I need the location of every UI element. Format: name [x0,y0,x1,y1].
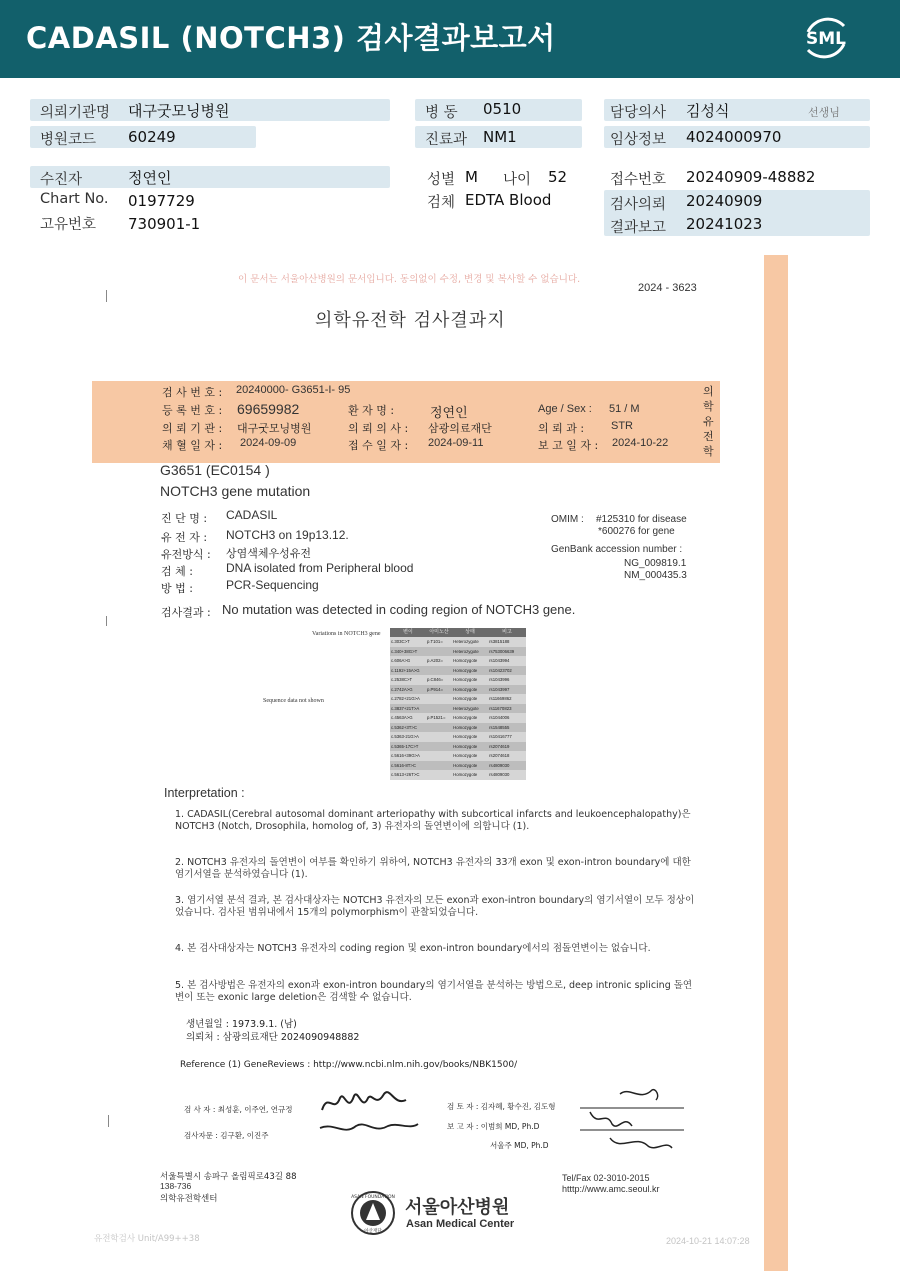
variant-row [390,770,526,780]
band-exam-no-label: 검 사 번 호 : [162,386,223,399]
band-report-label: 보 고 일 자 : [538,439,599,452]
variant-cell [426,723,452,733]
variant-cell: Heterozygote [453,639,479,644]
omim-gene: *600276 for gene [598,526,675,537]
variant-cell: c.5363-21G>A [391,734,419,739]
variant-cell: Homozygote [453,762,478,768]
variant-cell: c.3837+21T>A [391,705,420,711]
mode-value: 상염색체우성유전 [226,547,312,560]
variant-cell: c.5362+3T>C [391,724,418,730]
gene-label: 유 전 자 : [161,531,208,544]
sml-logo [800,12,852,64]
sex-label: 성별 [427,172,456,188]
variants-header-cell: 아미노산 [429,629,449,635]
org-label: 의뢰기관명 [40,105,111,121]
mode-label: 유전방식 : [161,548,211,561]
variant-cell: c.2538C>T [391,677,413,682]
method-label: 방 법 : [161,582,193,595]
variants-header-cell: 비고 [502,629,512,635]
diag-value: CADASIL [226,508,278,522]
band-recv-label: 접 수 일 자 : [348,439,409,452]
scan-title: 의학유전학 검사결과지 [315,310,506,331]
logo-text: SML [806,29,846,49]
sample-label: 검체 [427,195,456,211]
band-report: 2024-10-22 [612,437,669,449]
variant-cell [426,751,452,761]
reporter-2: 서울주 MD, Ph.D [490,1141,549,1150]
rep-label: 결과보고 [610,220,667,236]
variant-cell: Homozygote [453,715,478,720]
variant-cell: rs3815188 [489,639,510,644]
interp-3: 3. 염기서열 분석 결과, 본 검사대상자는 NOTCH3 유전자의 모든 exon과 exon-intron boundary의 염기서열이 모두 정상이었습니다. 검사된 범위내에서 15개의 polymorphism이 관찰되었습니다. [175,895,695,918]
report-title: CADASIL (NOTCH3) 검사결과보고서 [26,21,556,55]
doc-number: 2024 - 3623 [638,282,697,294]
band-collect-label: 채 혈 일 자 : [162,439,223,452]
sex-value: M [465,168,478,186]
band-collect: 2024-09-09 [240,437,297,449]
specimen-label: 검 체 : [161,565,193,578]
code-value: 60249 [128,128,176,146]
orange-edge-stripe [764,255,788,1271]
margin-mark [106,290,107,302]
band-org: 대구굿모닝병원 [237,422,312,435]
variant-cell: Homozygote [453,696,478,701]
margin-mark [106,616,107,626]
band-doc: 삼광의료재단 [428,422,492,435]
seal-inner-text: 아산재단 [364,1229,382,1234]
variant-cell: c.606A>G [391,658,411,663]
band-reg-no: 69659982 [237,401,300,417]
variant-row [390,637,526,647]
variant-cell: Homozygote [453,753,478,758]
specimen-value: DNA isolated from Peripheral blood [226,561,414,575]
asan-foundation-seal [350,1190,396,1236]
variant-cell: Homozygote [453,686,478,692]
variant-cell: c.5365-17C>T [391,743,419,749]
requester: 의뢰처 : 삼광의료재단 2024090948882 [186,1032,360,1043]
variant-row [390,713,526,723]
variants-header-cell: 상태 [465,629,475,635]
age-value: 52 [548,168,568,186]
variant-cell: Heterozygote [453,705,479,711]
variant-cell: rs11669862 [489,696,512,701]
variant-cell: rs1043996 [489,677,510,682]
variant-row [390,732,526,742]
variant-cell [426,694,452,704]
variant-cell: rs2074618 [489,753,510,758]
address-1: 서울특별시 송파구 올림픽로43길 88 [160,1172,297,1182]
variant-cell: rs4809030 [489,772,510,777]
interp-1: 1. CADASIL(Cerebral autosomal dominant arteriopathy with subcortical infarcts and leukoencephalopathy)은 NOTCH3 (Notch, Drosophila, homolog of, 3) 유전자의 돌연변이에 의합니다 (1). [175,809,691,832]
dept-value: NM1 [483,128,517,146]
chart-label: Chart No. [40,191,109,207]
org-value: 대구굿모닝병원 [128,102,230,120]
variant-cell [426,666,452,676]
band-side-label: 의학유전학 [703,385,714,458]
result-label: 검사결과 : [161,606,211,619]
variant-cell: rs4809030 [489,762,510,768]
variant-cell [426,761,452,771]
variant-cell: rs753006639 [489,648,515,654]
variant-cell: Homozygote [453,724,478,730]
interp-5: 5. 본 검사방법은 유전자의 exon과 exon-intron boundary의 염기서열을 분석하는 방법으로, deep intronic splicing 돌연변이 또는 exonic large deletion은 검색할 수 없습니다. [175,980,693,1003]
result-value: No mutation was detected in coding region of NOTCH3 gene. [222,602,576,617]
variant-cell: p.A202= [426,658,444,663]
variant-cell: c.4563A>G [391,715,413,720]
recv-value: 20240909-48882 [686,168,816,186]
website: htttp://www.amc.seoul.kr [562,1184,660,1194]
advisors: 검사자문 : 김구환, 이진주 [184,1131,269,1140]
patient-label: 수진자 [40,172,83,188]
variant-row [390,742,526,752]
chart-value: 0197729 [128,192,195,210]
variant-cell: p.T101= [426,639,443,644]
doctor-label: 담당의사 [610,105,667,121]
band-exam-no: 20240000- G3651-I- 95 [236,384,351,396]
band-patient: 정연인 [430,406,468,421]
variant-row [390,751,526,761]
variants-table [390,628,526,780]
test-name: NOTCH3 gene mutation [160,483,311,499]
patient-row [30,166,390,188]
variant-cell: Homozygote [453,734,478,739]
variants-header [390,628,526,637]
variant-cell: Homozygote [453,677,478,682]
variant-row [390,656,526,666]
method-value: PCR-Sequencing [226,578,319,592]
variant-cell: rs1043994 [489,658,510,663]
footer-timestamp: 2024-10-21 14:07:28 [666,1236,750,1246]
variant-cell: rs10416777 [489,734,512,739]
genbank-label: GenBank accession number : [551,544,683,555]
band-reg-no-label: 등 록 번 호 : [162,404,223,417]
rep-value: 20241023 [686,215,763,233]
variant-cell [426,770,452,780]
variants-header-cell: 변이 [403,629,413,635]
hospital-name-kr: 서울아산병원 [405,1197,510,1218]
variant-cell: p.P1521= [426,715,446,720]
band-doc-label: 의 뢰 의 사 : [348,422,409,435]
genbank-nm: NM_000435.3 [624,570,687,581]
examiner-signature [314,1084,424,1144]
variant-cell: rs11670823 [489,705,512,711]
band-patient-label: 환 자 명 : [348,404,395,417]
recv-label: 접수번호 [610,172,667,188]
seal-text: ASAN FOUNDATION [351,1195,395,1200]
variant-cell [426,704,452,714]
reference: Reference (1) GeneReviews : http://www.ncbi.nlm.nih.gov/books/NBK1500/ [180,1060,518,1070]
reviewers: 검 토 자 : 김자혜, 황수진, 김도형 [447,1102,556,1111]
req-value: 20240909 [686,192,763,210]
variant-cell: Homozygote [453,658,478,663]
variant-row [390,694,526,704]
examiners: 검 사 자 : 최성훈, 이주연, 연규정 [184,1105,293,1114]
clinical-value: 4024000970 [686,128,782,146]
variant-cell: p.P914= [426,686,444,692]
band-recv: 2024-09-11 [428,437,484,449]
interp-4: 4. 본 검사대상자는 NOTCH3 유전자의 coding region 및 exon-intron boundary에서의 점돌연변이는 없습니다. [175,943,651,954]
birth-date: 생년월일 : 1973.9.1. (남) [186,1019,297,1030]
variant-row [390,761,526,771]
ward-label: 병 동 [425,105,458,121]
variant-row [390,685,526,695]
margin-mark [108,1115,109,1127]
band-org-label: 의 뢰 기 관 : [162,422,223,435]
variant-cell: c.5616-8T>C [391,762,416,768]
variant-cell: c.5616+39G>A [391,753,420,758]
code-label: 병원코드 [40,132,97,148]
hospital-name-en: Asan Medical Center [406,1218,515,1230]
uid-value: 730901-1 [128,215,201,233]
variant-cell: c.5613+26T>C [391,772,420,777]
variant-cell: c.303C>T [391,639,410,644]
sequence-note: Sequence data not shown [263,698,324,704]
footer-unit: 유전학검사 Unit/A99++38 [94,1234,200,1244]
variant-cell: rs1548555 [489,724,510,730]
tel-fax: Tel/Fax 02-3010-2015 [562,1173,650,1183]
variant-cell: Heterozygote [453,648,479,654]
variant-cell: rs1044006 [489,715,510,720]
doctor-value: 김성식 [686,102,730,120]
interpretation-title: Interpretation : [164,786,245,800]
clinical-label: 임상정보 [610,132,667,148]
interp-2: 2. NOTCH3 유전자의 돌연변이 여부를 확인하기 위하여, NOTCH3 유전자의 33개 exon 및 exon-intron boundary에 대한 염기서열을 분석하였습니다 (1). [175,857,691,880]
reviewer-signature [580,1082,690,1158]
genbank-ng: NG_009819.1 [624,558,687,569]
omim-label: OMIM : [551,514,584,525]
variant-cell [426,732,452,742]
age-label: 나이 [503,172,532,188]
variants-body [390,637,526,780]
variant-row [390,704,526,714]
reporter: 보 고 자 : 이범희 MD, Ph.D [447,1122,540,1131]
variant-row [390,666,526,676]
variant-cell: Homozygote [453,772,478,777]
ward-value: 0510 [483,100,522,118]
band-dept: STR [611,420,633,432]
band-dept-label: 의 뢰 과 : [538,422,585,435]
variant-cell: c.2742A>G [391,686,413,692]
variant-cell: c.340+38G>T [391,648,418,654]
variant-cell: Homozygote [453,743,478,749]
variant-cell: Homozygote [453,667,478,673]
variant-cell: p.C846= [426,677,444,682]
variant-row [390,723,526,733]
variant-cell: rs10423702 [489,667,512,673]
variations-title: Variations in NOTCH3 gene [312,631,381,637]
variant-cell: c.1192+15A>G [391,667,420,673]
variant-cell [426,647,452,657]
doctor-suffix: 선생님 [808,106,840,119]
watermark-notice: 이 문서는 서울아산병원의 문서입니다. 동의없이 수정, 변경 및 복사할 수 없습니다. [238,274,581,285]
omim-disease: #125310 for disease [596,514,687,525]
variant-cell [426,742,452,752]
address-3: 의학유전학센터 [160,1194,218,1204]
variant-cell: rs2074619 [489,743,510,749]
variant-row [390,675,526,685]
variant-row [390,647,526,657]
sample-value: EDTA Blood [465,191,552,209]
patient-value: 정연인 [128,169,172,187]
address-2: 138-736 [160,1181,192,1191]
band-agesex: 51 / M [609,403,640,415]
uid-label: 고유번호 [40,217,97,233]
band-agesex-label: Age / Sex : [538,403,592,415]
variant-cell: c.2782+21G>A [391,696,420,701]
test-code: G3651 (EC0154 ) [160,462,270,478]
req-label: 검사의뢰 [610,197,667,213]
diag-label: 진 단 명 : [161,512,208,525]
gene-value: NOTCH3 on 19p13.12. [226,528,349,542]
variant-cell: rs1043997 [489,686,510,692]
dept-label: 진료과 [425,132,468,148]
